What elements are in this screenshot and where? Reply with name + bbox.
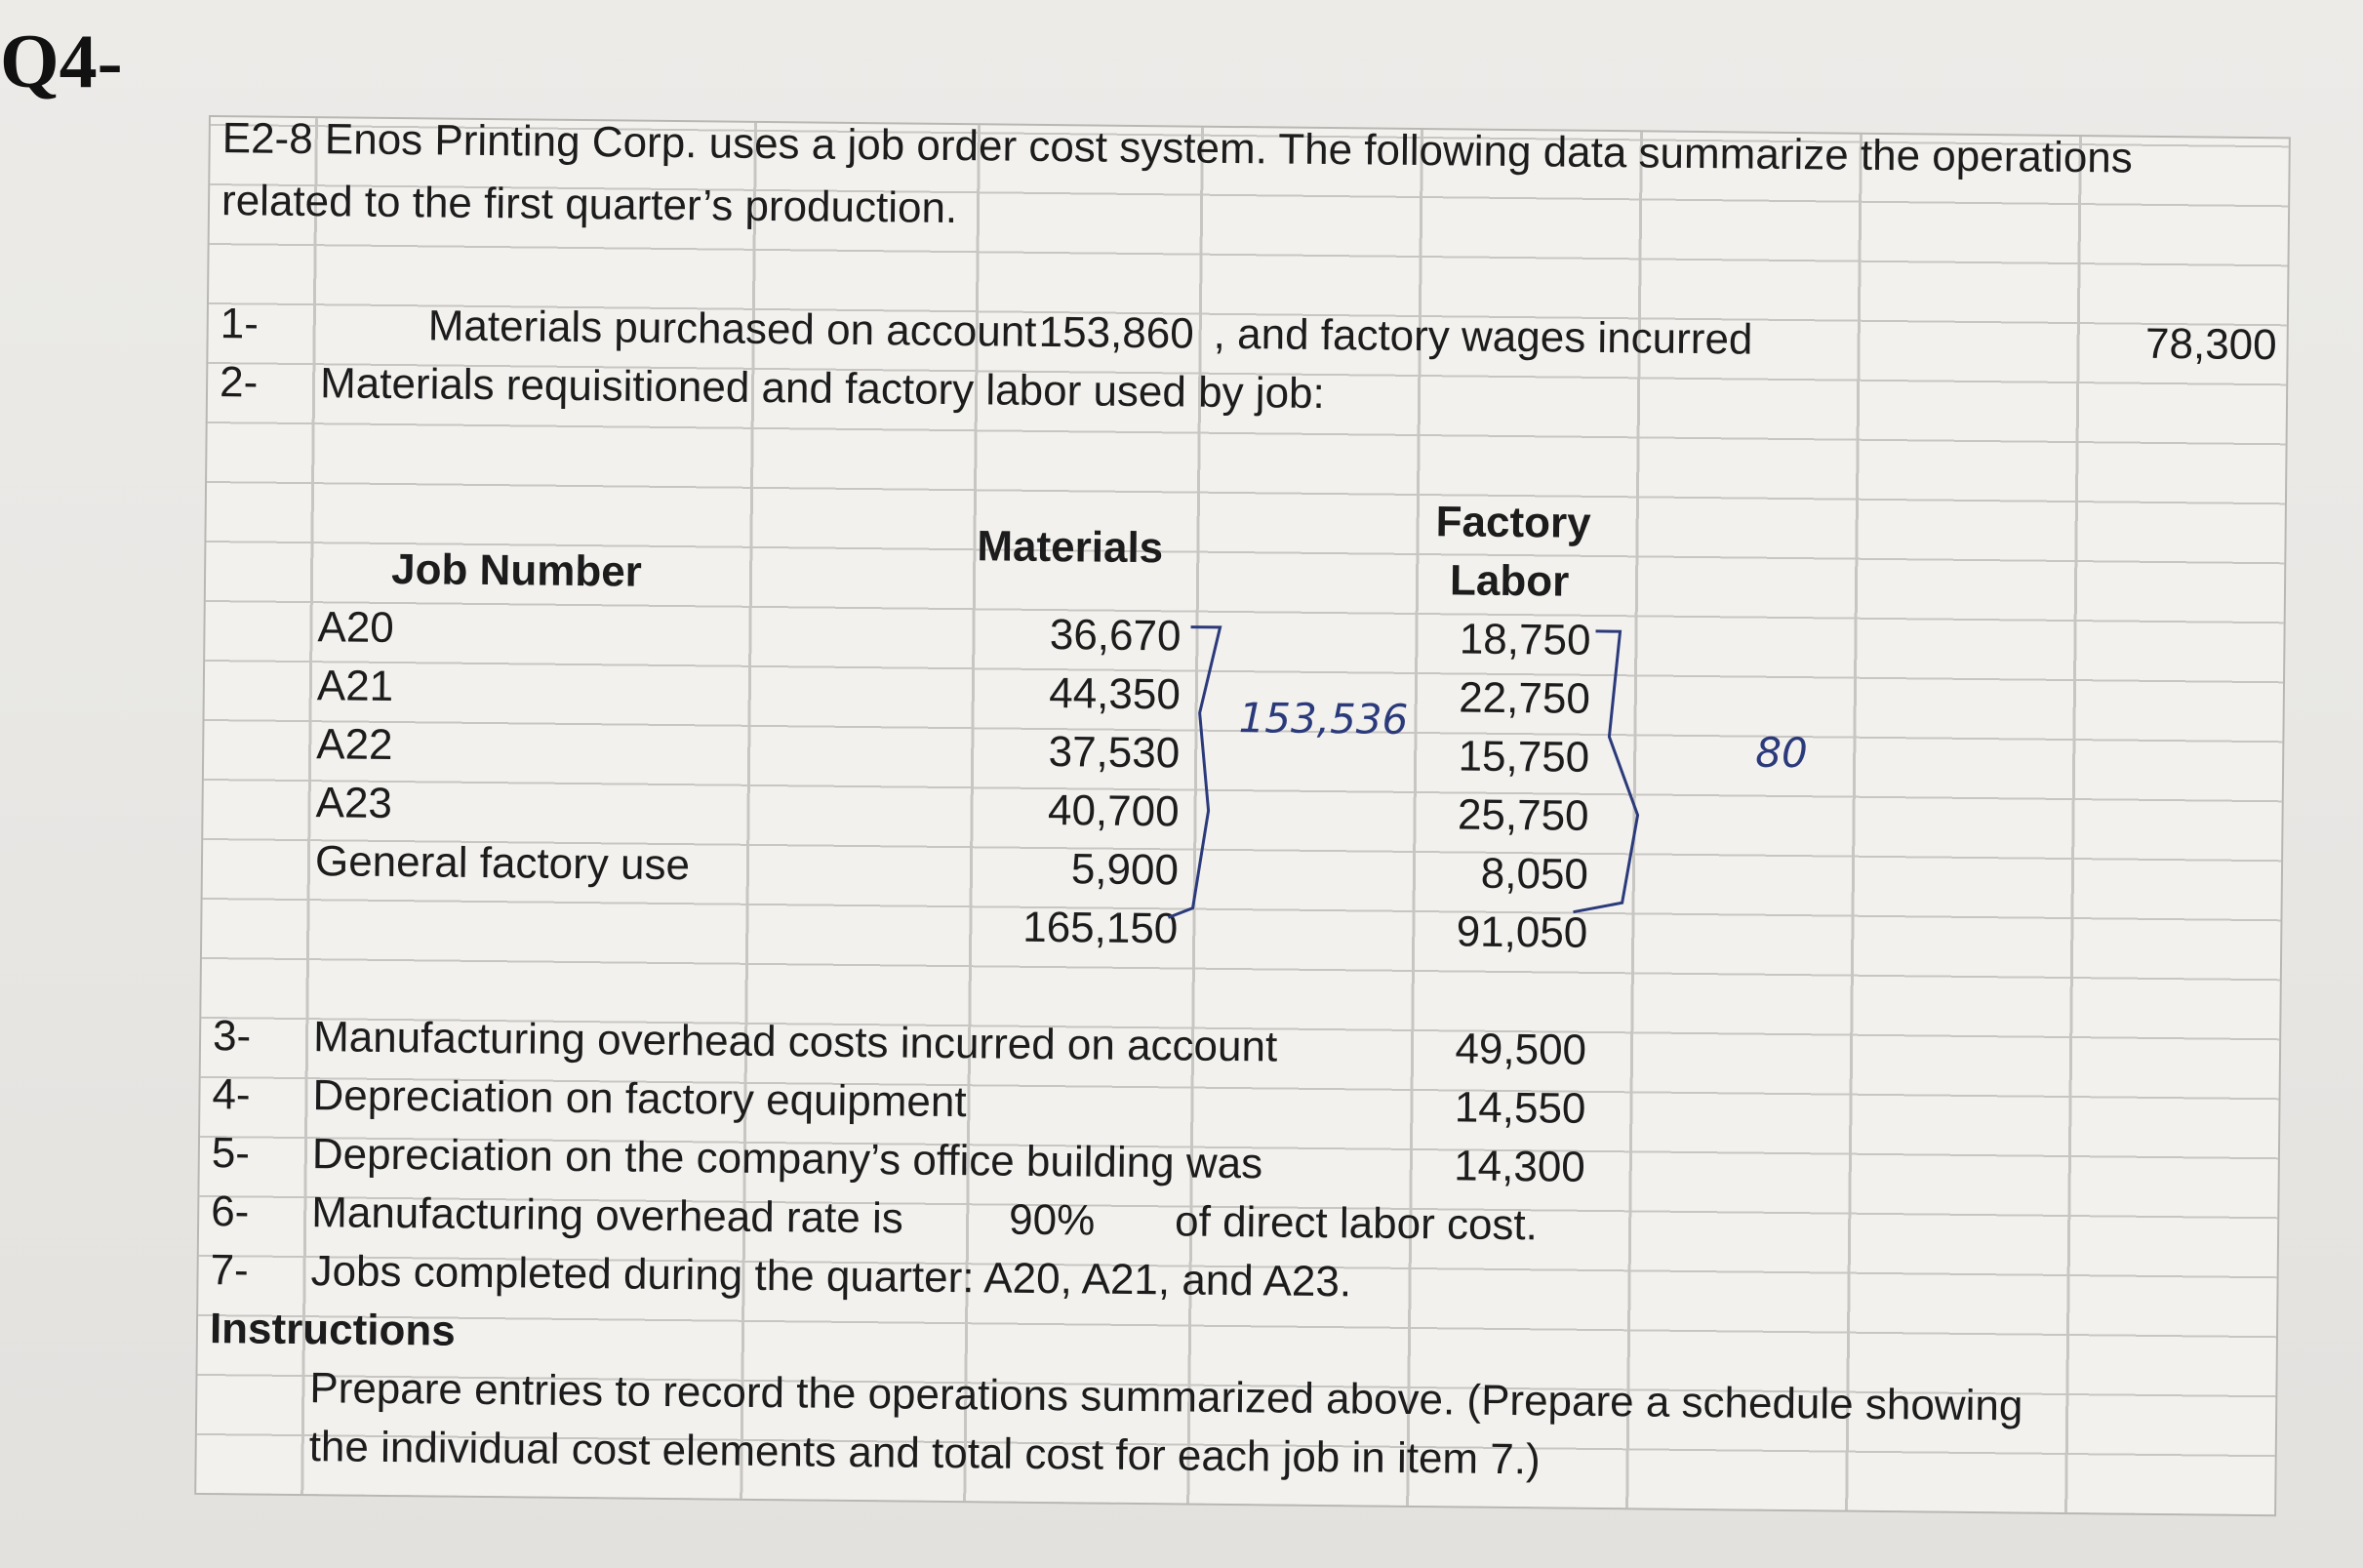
item-value: 14,300: [1453, 1142, 1586, 1191]
item-7-number: 7-: [210, 1246, 249, 1295]
instructions-line-1: Prepare entries to record the operations summarized above. (Prepare a schedule showing: [309, 1364, 2023, 1430]
row-materials: 36,670: [1049, 611, 1182, 661]
instructions-heading: Instructions: [209, 1305, 457, 1355]
item-number: 3-: [212, 1012, 252, 1061]
row-materials: 37,530: [1048, 728, 1181, 778]
item-1-value2: 78,300: [2144, 319, 2277, 370]
item-1-number: 1-: [220, 300, 260, 348]
item-number: 5-: [211, 1129, 251, 1178]
row-labor: 22,750: [1458, 673, 1591, 723]
handwritten-materials-note: 153,536: [1238, 694, 1409, 744]
row-job: A22: [315, 720, 393, 770]
spreadsheet-printout: [194, 115, 2291, 1516]
item-label: Depreciation on factory equipment: [312, 1071, 967, 1127]
item-6-number: 6-: [210, 1187, 250, 1236]
item-6-suffix: of direct labor cost.: [1174, 1197, 1539, 1250]
item-value: 49,500: [1455, 1025, 1587, 1074]
row-materials: 40,700: [1047, 786, 1180, 836]
item-label: Manufacturing overhead costs incurred on account: [312, 1013, 1278, 1071]
item-1-value: 153,860: [1038, 307, 1194, 358]
handwritten-brackets: [202, 117, 1869, 1013]
row-labor: 18,750: [1459, 615, 1591, 664]
question-number: Q4-: [0, 19, 123, 103]
item-number: 4-: [212, 1070, 251, 1119]
item-2-label: Materials requisitioned and factory labor used by job:: [319, 359, 1326, 418]
item-1-label: Materials purchased on account: [427, 302, 1037, 356]
item-2-number: 2-: [219, 358, 259, 407]
instructions-line-2: the individual cost elements and total cost for each job in item 7.): [308, 1423, 1541, 1484]
intro-line-2: related to the first quarter’s production.: [220, 177, 958, 233]
header-labor-line-1: Factory: [1435, 498, 1591, 547]
row-job: A21: [316, 662, 394, 711]
row-job: A23: [315, 779, 393, 828]
header-job-number: Job Number: [390, 544, 643, 596]
row-materials: 44,350: [1049, 669, 1182, 719]
row-job: A20: [317, 603, 395, 653]
item-label: Depreciation on the company’s office building was: [311, 1130, 1263, 1188]
header-materials: Materials: [977, 522, 1164, 573]
item-7-label: Jobs completed during the quarter: A20, A21, and A23.: [310, 1247, 1352, 1307]
intro-line-1: E2-8 Enos Printing Corp. uses a job order cost system. The following data summarize the operations: [221, 114, 2134, 182]
row-labor: 8,050: [1480, 849, 1589, 899]
handwritten-labor-note: 80: [1754, 728, 1808, 778]
row-labor: 25,750: [1457, 790, 1589, 840]
header-labor-line-2: Labor: [1449, 556, 1570, 606]
row-labor: 15,750: [1458, 732, 1590, 782]
item-6-rate: 90%: [1008, 1195, 1096, 1245]
row-materials: 5,900: [1070, 845, 1180, 895]
item-value: 14,550: [1454, 1083, 1586, 1133]
item-6-label: Manufacturing overhead rate is: [310, 1188, 904, 1243]
row-job: General factory use: [314, 837, 691, 890]
total-labor: 91,050: [1456, 907, 1588, 957]
total-materials: 165,150: [1022, 903, 1179, 953]
item-1-mid: , and factory wages incurred: [1213, 309, 1753, 364]
